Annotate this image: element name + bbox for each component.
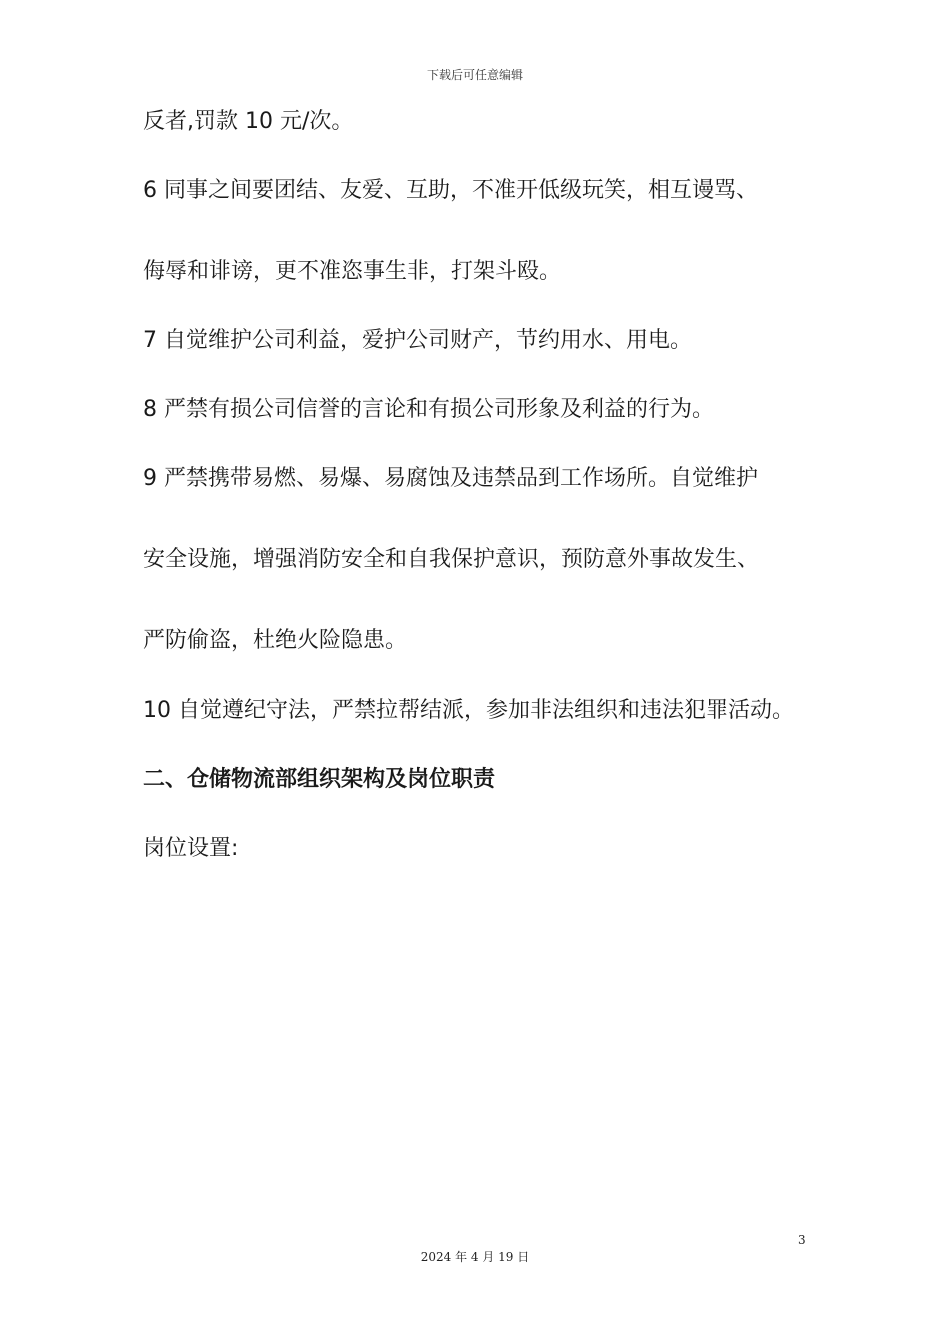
post-setting-label: 岗位设置: [143, 836, 239, 861]
page-number: 3 [798, 1233, 806, 1247]
rule-9-line-3: 严防偷盗，杜绝火险隐患。 [143, 628, 408, 653]
rule-7: 7 自觉维护公司利益，爱护公司财产，节约用水、用电。 [143, 328, 692, 353]
header-note: 下载后可任意编辑 [426, 68, 523, 82]
paragraph-line: 反者,罚款 10 元/次。 [143, 109, 354, 134]
rule-8: 8 严禁有损公司信誉的言论和有损公司形象及利益的行为。 [143, 397, 714, 422]
rule-6-line-1: 6 同事之间要团结、友爱、互助，不准开低级玩笑，相互谩骂、 [143, 178, 758, 203]
section-heading: 二、仓储物流部组织架构及岗位职责 [143, 767, 496, 792]
footer-date: 2024 年 4 月 19 日 [420, 1250, 530, 1264]
rule-9-line-1: 9 严禁携带易燃、易爆、易腐蚀及违禁品到工作场所。自觉维护 [143, 466, 758, 491]
rule-9-line-2: 安全设施，增强消防安全和自我保护意识，预防意外事故发生、 [143, 547, 760, 572]
rule-10: 10 自觉遵纪守法，严禁拉帮结派，参加非法组织和违法犯罪活动。 [143, 698, 794, 723]
rule-6-line-2: 侮辱和诽谤，更不准恣事生非，打架斗殴。 [143, 259, 562, 284]
